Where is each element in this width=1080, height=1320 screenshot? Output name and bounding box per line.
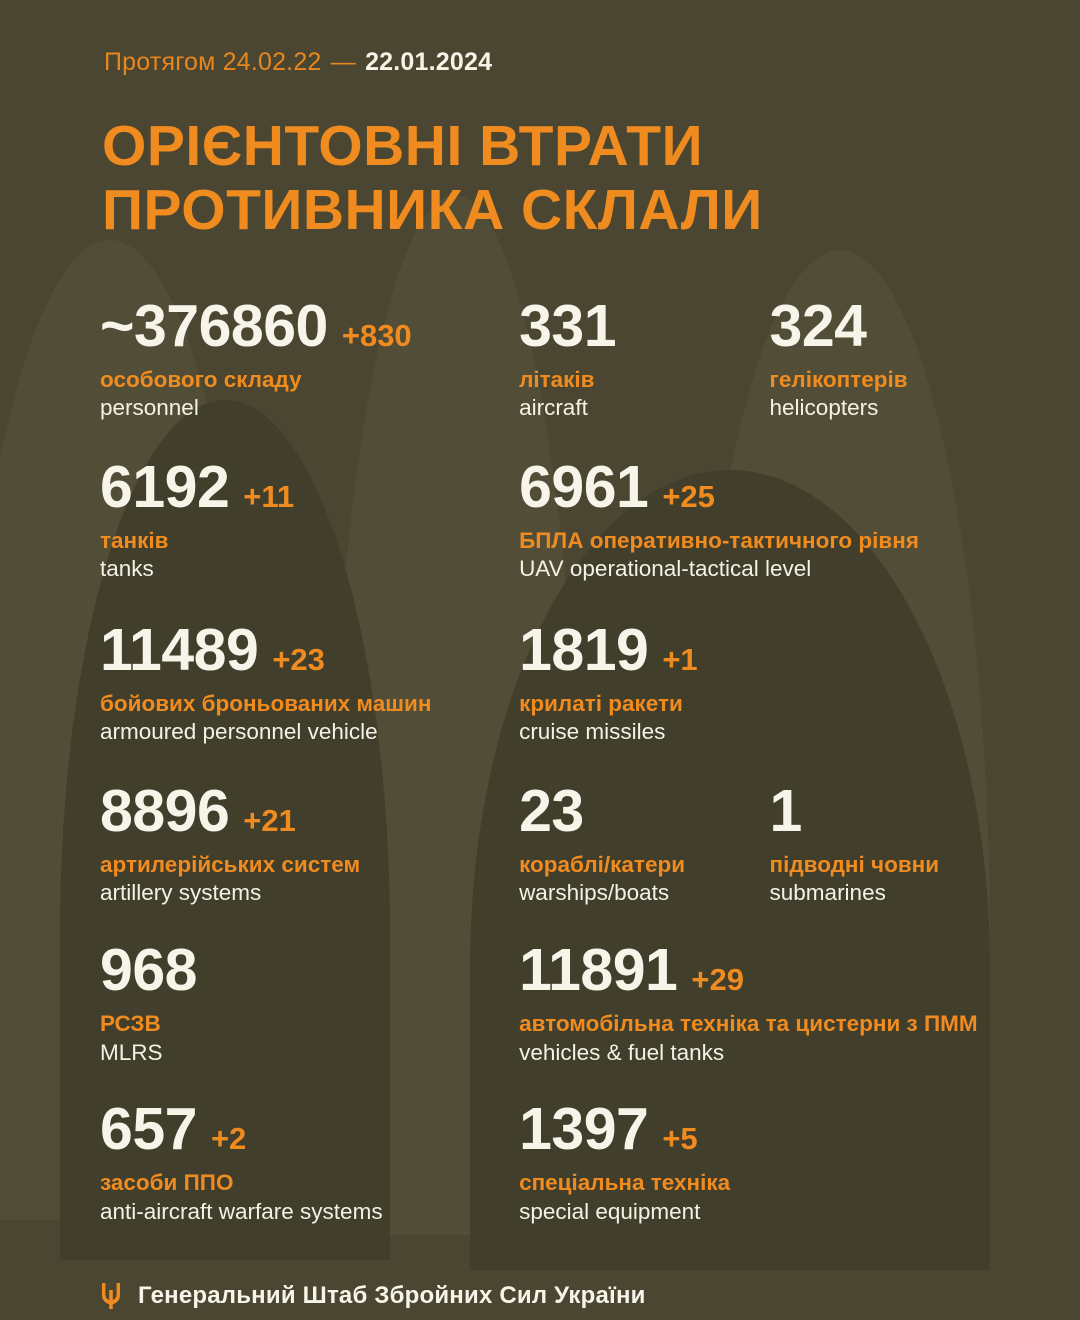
stat-label-en: helicopters bbox=[769, 395, 879, 421]
stat-tanks bbox=[100, 453, 519, 583]
stat-value-row bbox=[100, 937, 519, 1004]
footer-attribution bbox=[100, 1281, 1020, 1311]
stat-mlrs bbox=[100, 937, 519, 1066]
stat-label-ua: РСЗВ bbox=[100, 1011, 161, 1037]
stat-label-en: special equipment bbox=[519, 1198, 701, 1224]
stat-value: 1819 bbox=[519, 616, 649, 683]
period-start-label: Протягом 24.02.22 bbox=[104, 48, 322, 76]
stat-value-row bbox=[769, 777, 1020, 844]
stat-value-row bbox=[100, 1096, 519, 1163]
stat-cruise-missiles bbox=[519, 616, 1020, 746]
stat-delta: +1 bbox=[662, 641, 698, 677]
stat-uav bbox=[519, 453, 1020, 583]
stat-value: 23 bbox=[519, 777, 584, 844]
stat-vehicles-fuel-tanks bbox=[519, 937, 1020, 1066]
stat-warships bbox=[519, 777, 769, 907]
page-title-line-1: ОРІЄНТОВНІ ВТРАТИ bbox=[102, 114, 704, 178]
stat-value: 8896 bbox=[100, 777, 230, 844]
stat-delta: +5 bbox=[662, 1121, 698, 1157]
stat-label-ua: БПЛА оперативно-тактичного рівня bbox=[519, 527, 919, 553]
trident-icon bbox=[100, 1281, 122, 1311]
stat-value-row bbox=[519, 453, 1020, 520]
period-end-date: 22.01.2024 bbox=[365, 48, 493, 76]
stat-label-en: submarines bbox=[769, 880, 886, 906]
stat-label-ua: крилаті ракети bbox=[519, 690, 683, 716]
stat-label-en: aircraft bbox=[519, 395, 588, 421]
stat-delta: +23 bbox=[272, 641, 325, 677]
stats-row bbox=[100, 616, 1020, 746]
stat-value-row bbox=[519, 616, 1020, 683]
stats-row bbox=[100, 292, 1020, 422]
stat-label-ua: гелікоптерів bbox=[769, 366, 908, 392]
stat-armoured-vehicles bbox=[100, 616, 519, 746]
stat-label-ua: бойових броньованих машин bbox=[100, 690, 432, 716]
stat-artillery bbox=[100, 777, 519, 907]
stat-special-equipment bbox=[519, 1096, 1020, 1225]
stats-row bbox=[100, 453, 1020, 583]
stats-row bbox=[100, 777, 1020, 907]
stat-label-en: artillery systems bbox=[100, 880, 262, 906]
footer-text: Генеральний Штаб Збройних Сил України bbox=[138, 1282, 646, 1310]
page-title-line-2: ПРОТИВНИКА СКЛАЛИ bbox=[102, 177, 763, 242]
casualty-stats-grid bbox=[100, 292, 1020, 1226]
stat-delta: +2 bbox=[210, 1121, 247, 1157]
stat-label-en: warships/boats bbox=[519, 880, 670, 906]
stat-value-row bbox=[519, 777, 769, 844]
stat-label-ua: автомобільна техніка та цистерни з ПММ bbox=[519, 1011, 978, 1037]
stat-value: 6961 bbox=[519, 453, 649, 520]
stat-value-row bbox=[519, 292, 769, 359]
stat-value: 6192 bbox=[100, 453, 230, 520]
stat-personnel bbox=[100, 292, 519, 422]
stat-value-row bbox=[519, 1096, 1020, 1163]
stat-value: ~376860 bbox=[100, 292, 328, 359]
stat-delta: +29 bbox=[691, 962, 744, 998]
stat-value: 11489 bbox=[100, 616, 259, 683]
stat-value-row bbox=[100, 292, 519, 359]
stat-value: 331 bbox=[519, 292, 617, 359]
stat-delta: +25 bbox=[662, 478, 715, 514]
stat-value-row bbox=[100, 777, 519, 844]
period-dash: — bbox=[330, 48, 356, 76]
stat-value-row bbox=[100, 616, 519, 683]
stat-delta: +830 bbox=[341, 317, 412, 353]
stat-label-ua: кораблі/катери bbox=[519, 851, 686, 877]
stat-aircraft bbox=[519, 292, 769, 422]
stat-value-row bbox=[519, 937, 1020, 1004]
stat-label-en: personnel bbox=[100, 395, 199, 421]
stat-value: 657 bbox=[100, 1096, 197, 1163]
stat-value-row bbox=[100, 453, 519, 520]
stat-label-ua: засоби ППО bbox=[100, 1170, 234, 1196]
stat-value: 11891 bbox=[519, 937, 678, 1004]
stat-label-en: cruise missiles bbox=[519, 719, 666, 745]
stat-label-en: MLRS bbox=[100, 1039, 163, 1065]
stat-value: 324 bbox=[769, 292, 867, 359]
stat-label-ua: підводні човни bbox=[769, 851, 940, 877]
reporting-period bbox=[104, 48, 1020, 77]
stat-value: 1 bbox=[769, 777, 802, 844]
stat-label-ua: танків bbox=[100, 527, 169, 553]
stat-label-ua: артилерійських систем bbox=[100, 851, 361, 877]
stat-label-ua: особового складу bbox=[100, 366, 302, 392]
stat-anti-aircraft bbox=[100, 1096, 519, 1225]
stat-label-en: anti-aircraft warfare systems bbox=[100, 1198, 383, 1224]
stat-label-en: vehicles & fuel tanks bbox=[519, 1039, 725, 1065]
stat-label-ua: літаків bbox=[519, 366, 595, 392]
stat-delta: +11 bbox=[243, 478, 295, 514]
stat-submarines bbox=[769, 777, 1020, 907]
stat-label-ua: спеціальна техніка bbox=[519, 1170, 731, 1196]
stat-value: 968 bbox=[100, 937, 197, 1004]
stats-row bbox=[100, 937, 1020, 1066]
stat-label-en: UAV operational-tactical level bbox=[519, 556, 812, 582]
stats-row bbox=[100, 1096, 1020, 1225]
stat-helicopters bbox=[769, 292, 1020, 422]
stat-delta: +21 bbox=[243, 802, 296, 838]
page-title bbox=[102, 115, 1020, 243]
stat-value: 1397 bbox=[519, 1096, 649, 1163]
stat-value-row bbox=[769, 292, 1020, 359]
stat-label-en: armoured personnel vehicle bbox=[100, 719, 378, 745]
stat-label-en: tanks bbox=[100, 556, 154, 582]
